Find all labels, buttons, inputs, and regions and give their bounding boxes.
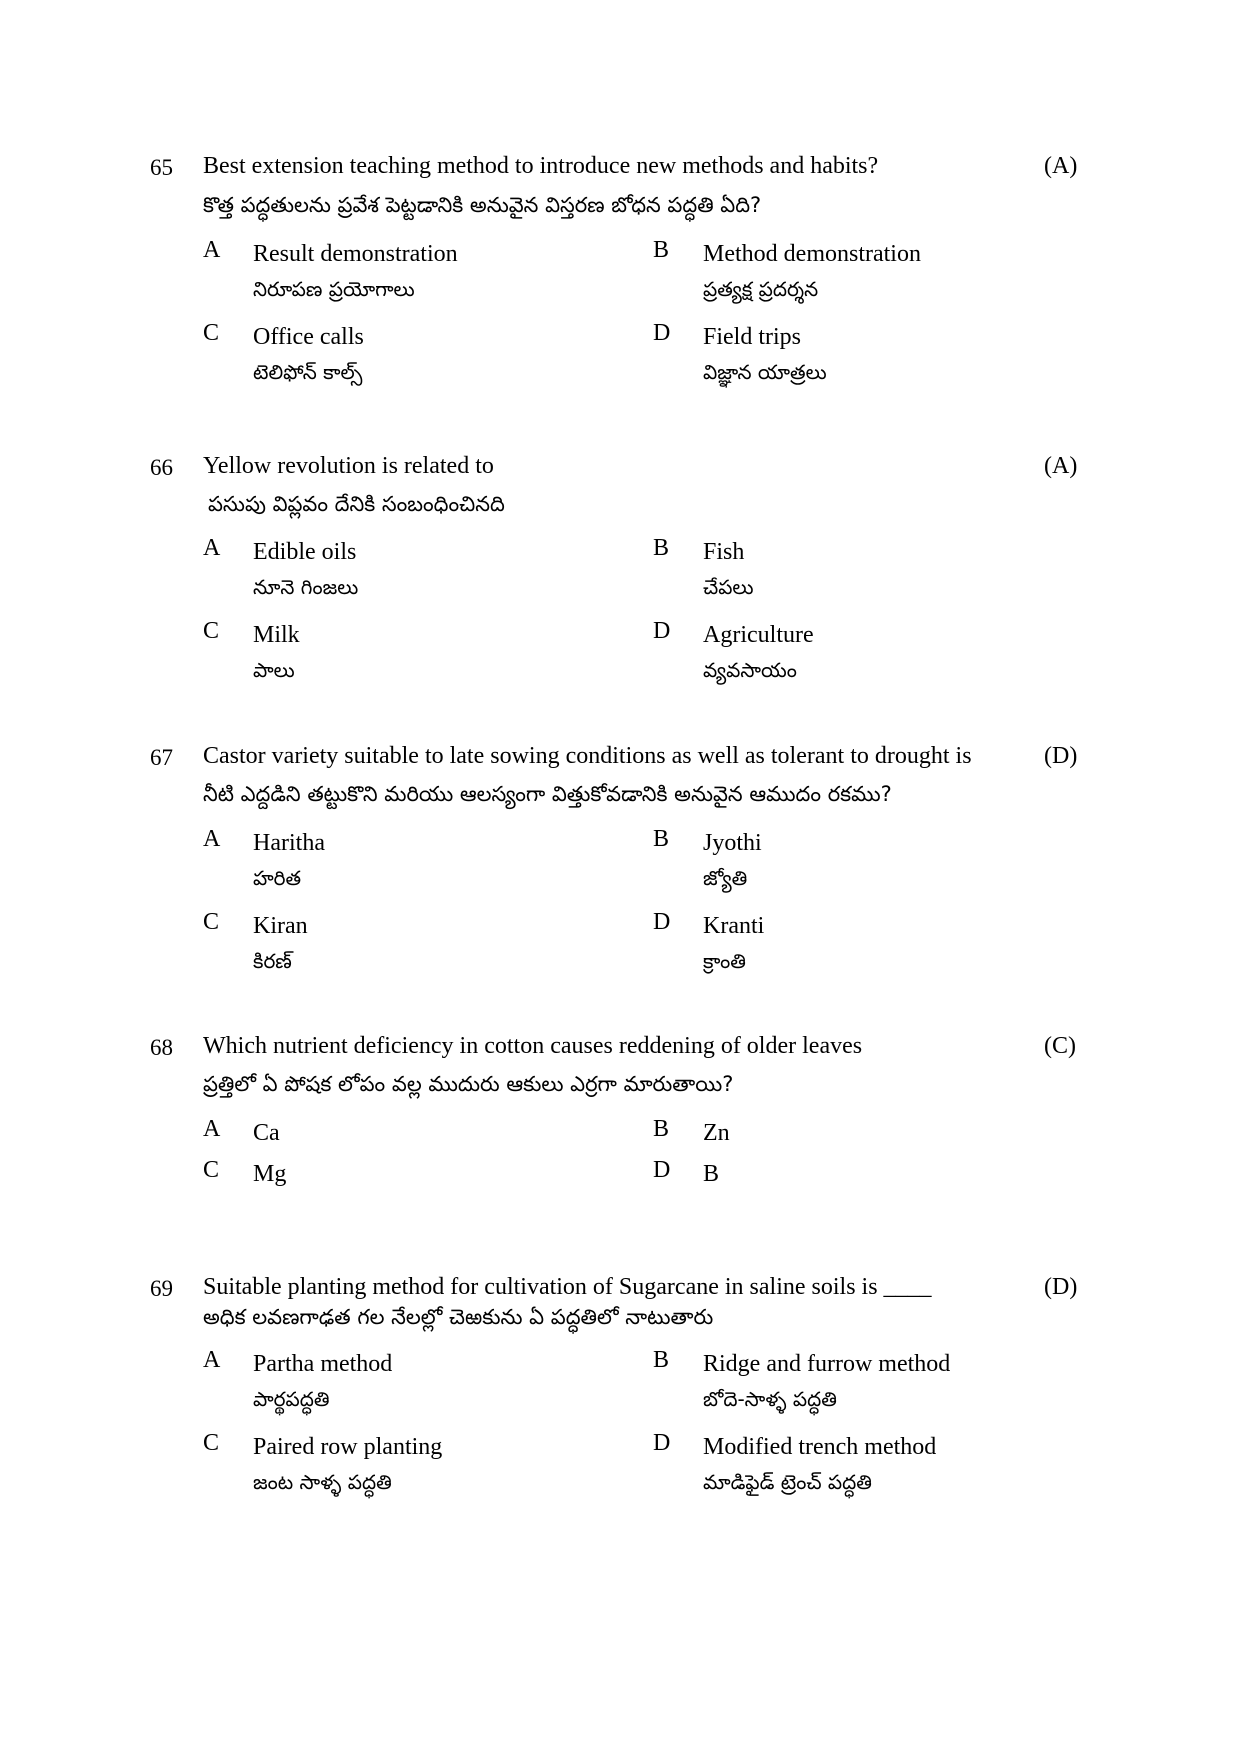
option-telugu-text: విజ్ఞాన యాత్రలు: [703, 360, 827, 384]
option-letter: B: [653, 237, 670, 263]
option-text: Milk: [253, 622, 300, 648]
question-telugu-text: పసుపు విప్లవం దేనికి సంబంధించినది: [208, 492, 505, 516]
option-letter: C: [203, 618, 220, 644]
option-telugu-text: వ్యవసాయం: [703, 658, 797, 682]
option-text: B: [703, 1161, 720, 1187]
option-telugu-text: బోదె-సాళ్ళ పద్ధతి: [703, 1387, 837, 1411]
option-text: Office calls: [253, 324, 364, 350]
option-letter: D: [653, 320, 671, 346]
answer-key: (A): [1044, 453, 1078, 479]
question-number: 69: [150, 1276, 173, 1301]
question-text: Yellow revolution is related to: [203, 453, 494, 479]
option-letter: B: [653, 826, 670, 852]
question-number: 66: [150, 455, 173, 480]
option-letter: A: [203, 1347, 221, 1373]
option-text: Result demonstration: [253, 241, 458, 267]
option-text: Method demonstration: [703, 241, 921, 267]
option-telugu-text: క్రాంతి: [703, 949, 746, 973]
option-letter: B: [653, 1347, 670, 1373]
option-text: Kranti: [703, 913, 765, 939]
question-text: Castor variety suitable to late sowing conditions as well as tolerant to drought is: [203, 743, 972, 769]
option-text: Ca: [253, 1120, 280, 1146]
option-text: Modified trench method: [703, 1434, 937, 1460]
question-telugu-text: ప్రత్తిలో ఏ పోషక లోపం వల్ల ముదురు ఆకులు ఎర్రగా మారుతాయి?: [203, 1072, 734, 1096]
question-number: 65: [150, 155, 173, 180]
option-letter: C: [203, 1430, 220, 1456]
option-letter: A: [203, 535, 221, 561]
question-telugu-text: కొత్త పద్ధతులను ప్రవేశ పెట్టడానికి అనువైన విస్తరణ బోధన పద్ధతి ఏది?: [203, 193, 762, 217]
option-letter: D: [653, 1430, 671, 1456]
answer-key: (D): [1044, 743, 1078, 769]
option-letter: C: [203, 909, 220, 935]
option-letter: C: [203, 1157, 220, 1183]
option-letter: D: [653, 618, 671, 644]
answer-key: (D): [1044, 1274, 1078, 1300]
option-telugu-text: కిరణ్: [253, 949, 292, 973]
option-telugu-text: హరిత: [253, 866, 302, 890]
option-text: Kiran: [253, 913, 308, 939]
question-telugu-text: నీటి ఎద్దడిని తట్టుకొని మరియు ఆలస్యంగా విత్తుకోవడానికి అనువైన ఆముదం రకము?: [203, 782, 892, 806]
option-telugu-text: జంట సాళ్ళ పద్ధతి: [253, 1470, 392, 1494]
option-text: Mg: [253, 1161, 287, 1187]
option-text: Fish: [703, 539, 745, 565]
option-text: Edible oils: [253, 539, 357, 565]
option-text: Partha method: [253, 1351, 393, 1377]
option-letter: C: [203, 320, 220, 346]
option-letter: D: [653, 909, 671, 935]
question-text: Suitable planting method for cultivation of Sugarcane in saline soils is ____: [203, 1274, 932, 1300]
option-letter: A: [203, 826, 221, 852]
option-telugu-text: పార్థపద్ధతి: [253, 1387, 330, 1411]
question-text: Which nutrient deficiency in cotton causes reddening of older leaves: [203, 1033, 863, 1059]
option-telugu-text: నిరూపణ ప్రయోగాలు: [253, 277, 415, 301]
option-letter: B: [653, 535, 670, 561]
option-telugu-text: టెలిఫోన్ కాల్స్: [253, 360, 363, 384]
answer-key: (C): [1044, 1033, 1076, 1059]
option-telugu-text: చేపలు: [703, 575, 754, 599]
option-text: Haritha: [253, 830, 325, 856]
option-text: Ridge and furrow method: [703, 1351, 951, 1377]
question-number: 67: [150, 745, 173, 770]
question-telugu-text: అధిక లవణగాఢత గల నేలల్లో చెఱకును ఏ పద్ధతిలో నాటుతారు: [203, 1305, 714, 1329]
option-letter: A: [203, 237, 221, 263]
option-text: Paired row planting: [253, 1434, 443, 1460]
option-text: Jyothi: [703, 830, 762, 856]
option-letter: A: [203, 1116, 221, 1142]
option-telugu-text: మాడిఫైడ్ ట్రెంచ్ పద్ధతి: [703, 1470, 872, 1494]
option-telugu-text: నూనె గింజలు: [253, 575, 359, 599]
option-letter: D: [653, 1157, 671, 1183]
question-number: 68: [150, 1035, 173, 1060]
question-text: Best extension teaching method to introduce new methods and habits?: [203, 153, 879, 179]
option-text: Agriculture: [703, 622, 814, 648]
option-telugu-text: ప్రత్యక్ష ప్రదర్శన: [703, 277, 819, 301]
option-letter: B: [653, 1116, 670, 1142]
option-text: Zn: [703, 1120, 730, 1146]
option-telugu-text: పాలు: [253, 658, 295, 682]
answer-key: (A): [1044, 153, 1078, 179]
option-telugu-text: జ్యోతి: [703, 866, 748, 890]
option-text: Field trips: [703, 324, 802, 350]
